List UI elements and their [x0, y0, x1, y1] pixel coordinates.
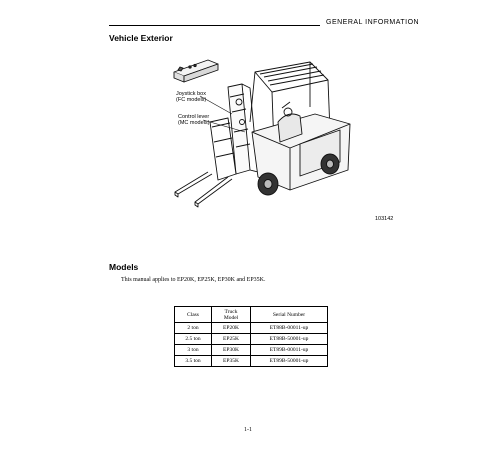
forklift-illustration — [150, 52, 360, 217]
control-callout-line1: Control lever — [178, 114, 210, 120]
column-header: Truck Model — [212, 307, 251, 323]
table-cell: 3 ton — [175, 345, 212, 356]
header-rule — [109, 25, 320, 26]
figure-id: 103142 — [375, 216, 394, 222]
table-cell: EP30K — [212, 345, 251, 356]
joystick-callout-line1: Joystick box — [176, 91, 206, 97]
table-cell: 3.5 ton — [175, 356, 212, 367]
table-row — [175, 356, 328, 367]
control-callout-line2: (MC models) — [178, 120, 210, 126]
table-cell: ET89B-50001-up — [251, 356, 328, 367]
joystick-callout — [176, 91, 206, 103]
table-cell: 2.5 ton — [175, 334, 212, 345]
models-table — [174, 306, 328, 367]
page-number: 1-1 — [244, 427, 252, 433]
table-cell: ET88B-00011-up — [251, 323, 328, 334]
table-row — [175, 345, 328, 356]
vehicle-exterior-title: Vehicle Exterior — [109, 33, 173, 43]
table-cell: EP35K — [212, 356, 251, 367]
section-header: GENERAL INFORMATION — [326, 19, 420, 26]
table-cell: ET88B-50001-up — [251, 334, 328, 345]
table-cell: EP25K — [212, 334, 251, 345]
control-lever-callout — [178, 114, 209, 126]
models-intro: This manual applies to EP20K, EP25K, EP30K and EP35K. — [121, 277, 266, 283]
mast — [210, 84, 258, 180]
table-cell: EP20K — [212, 323, 251, 334]
joystick-callout-line2: (FC models) — [176, 97, 207, 103]
table-header-row — [175, 307, 328, 323]
table-row — [175, 323, 328, 334]
column-header: Serial Number — [251, 307, 328, 323]
column-header: Class — [175, 307, 212, 323]
models-title: Models — [109, 262, 139, 272]
table-row — [175, 334, 328, 345]
joystick-box-illustration — [174, 60, 218, 82]
table-cell: ET89B-00011-up — [251, 345, 328, 356]
table-cell: 2 ton — [175, 323, 212, 334]
